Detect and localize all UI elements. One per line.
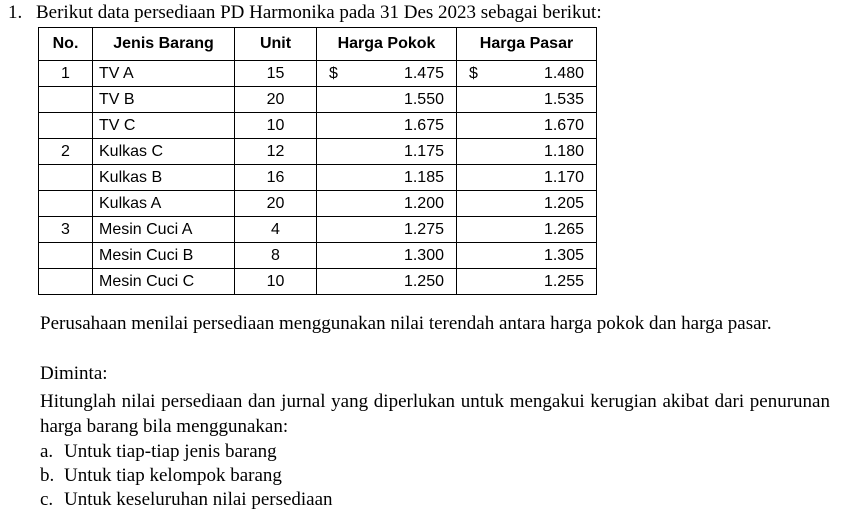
table-row — [39, 61, 597, 87]
cell-harga-pokok — [317, 217, 457, 243]
cell-no — [39, 165, 93, 191]
cell-no — [39, 269, 93, 295]
table-header-row — [39, 28, 597, 61]
cell-unit: 8 — [235, 243, 317, 269]
cell-unit: 20 — [235, 87, 317, 113]
amount: 1.200 — [403, 194, 444, 212]
cell-no — [39, 113, 93, 139]
cell-jenis: Mesin Cuci A — [93, 217, 235, 243]
diminta-label: Diminta: — [40, 363, 108, 384]
list-item-b — [40, 464, 282, 488]
cell-harga-pasar — [457, 87, 597, 113]
paragraph-valuation: Perusahaan menilai persediaan menggunakan nilai terendah antara harga pokok dan harga pasar. — [40, 313, 772, 334]
cell-no — [39, 243, 93, 269]
list-label: a. — [40, 441, 54, 462]
amount: 1.275 — [403, 220, 444, 238]
cell-harga-pasar — [457, 61, 597, 87]
cell-jenis: Mesin Cuci B — [93, 243, 235, 269]
cell-harga-pokok — [317, 243, 457, 269]
question-number: 1. — [8, 2, 23, 23]
amount: 1.170 — [543, 168, 584, 186]
table-row — [39, 269, 597, 295]
cell-harga-pasar — [457, 139, 597, 165]
cell-harga-pokok — [317, 269, 457, 295]
cell-no: 3 — [39, 217, 93, 243]
currency-symbol: $ — [469, 64, 478, 82]
table-row — [39, 113, 597, 139]
amount: 1.255 — [543, 272, 584, 290]
cell-unit: 4 — [235, 217, 317, 243]
table-row — [39, 243, 597, 269]
cell-jenis: Kulkas C — [93, 139, 235, 165]
cell-harga-pasar — [457, 269, 597, 295]
list-item-c — [40, 488, 333, 512]
cell-unit: 10 — [235, 113, 317, 139]
inventory-table — [38, 27, 597, 295]
cell-harga-pasar — [457, 217, 597, 243]
header-harga-pasar: Harga Pasar — [457, 28, 597, 61]
cell-jenis: TV A — [93, 61, 235, 87]
cell-harga-pokok — [317, 165, 457, 191]
amount: 1.205 — [543, 194, 584, 212]
amount: 1.550 — [403, 90, 444, 108]
list-item-a — [40, 440, 277, 464]
amount: 1.300 — [403, 246, 444, 264]
currency-symbol: $ — [329, 64, 338, 82]
cell-harga-pokok — [317, 87, 457, 113]
cell-unit: 15 — [235, 61, 317, 87]
amount: 1.670 — [543, 116, 584, 134]
cell-jenis: TV C — [93, 113, 235, 139]
amount: 1.250 — [403, 272, 444, 290]
list-text: Untuk tiap kelompok barang — [64, 465, 282, 486]
amount: 1.475 — [403, 64, 444, 82]
cell-harga-pokok — [317, 191, 457, 217]
cell-unit: 10 — [235, 269, 317, 295]
table-row — [39, 165, 597, 191]
table-row — [39, 191, 597, 217]
header-jenis-barang: Jenis Barang — [93, 28, 235, 61]
amount: 1.535 — [543, 90, 584, 108]
cell-no — [39, 191, 93, 217]
cell-unit: 12 — [235, 139, 317, 165]
cell-unit: 16 — [235, 165, 317, 191]
amount: 1.675 — [403, 116, 444, 134]
amount: 1.185 — [403, 168, 444, 186]
cell-harga-pokok — [317, 113, 457, 139]
cell-harga-pasar — [457, 243, 597, 269]
question-line — [8, 2, 602, 24]
amount: 1.480 — [543, 64, 584, 82]
amount: 1.265 — [543, 220, 584, 238]
cell-harga-pasar — [457, 113, 597, 139]
header-harga-pokok: Harga Pokok — [317, 28, 457, 61]
cell-unit: 20 — [235, 191, 317, 217]
paragraph-instruction: Hitunglah nilai persediaan dan jurnal yang diperlukan untuk mengakui kerugian akibat dari penurunan harga barang bila menggunakan: — [40, 391, 830, 437]
list-label: c. — [40, 489, 54, 510]
list-text: Untuk keseluruhan nilai persediaan — [64, 489, 333, 510]
table-row — [39, 217, 597, 243]
amount: 1.180 — [543, 142, 584, 160]
table-row — [39, 87, 597, 113]
cell-harga-pasar — [457, 191, 597, 217]
amount: 1.305 — [543, 246, 584, 264]
cell-harga-pasar — [457, 165, 597, 191]
cell-no — [39, 87, 93, 113]
cell-no: 2 — [39, 139, 93, 165]
header-no: No. — [39, 28, 93, 61]
cell-harga-pokok — [317, 139, 457, 165]
cell-jenis: TV B — [93, 87, 235, 113]
cell-jenis: Kulkas A — [93, 191, 235, 217]
cell-harga-pokok — [317, 61, 457, 87]
cell-jenis: Kulkas B — [93, 165, 235, 191]
question-intro: Berikut data persediaan PD Harmonika pada 31 Des 2023 sebagai berikut: — [36, 2, 602, 23]
header-unit: Unit — [235, 28, 317, 61]
list-label: b. — [40, 465, 55, 486]
amount: 1.175 — [403, 142, 444, 160]
cell-no: 1 — [39, 61, 93, 87]
list-text: Untuk tiap-tiap jenis barang — [64, 441, 277, 462]
table-row — [39, 139, 597, 165]
cell-jenis: Mesin Cuci C — [93, 269, 235, 295]
